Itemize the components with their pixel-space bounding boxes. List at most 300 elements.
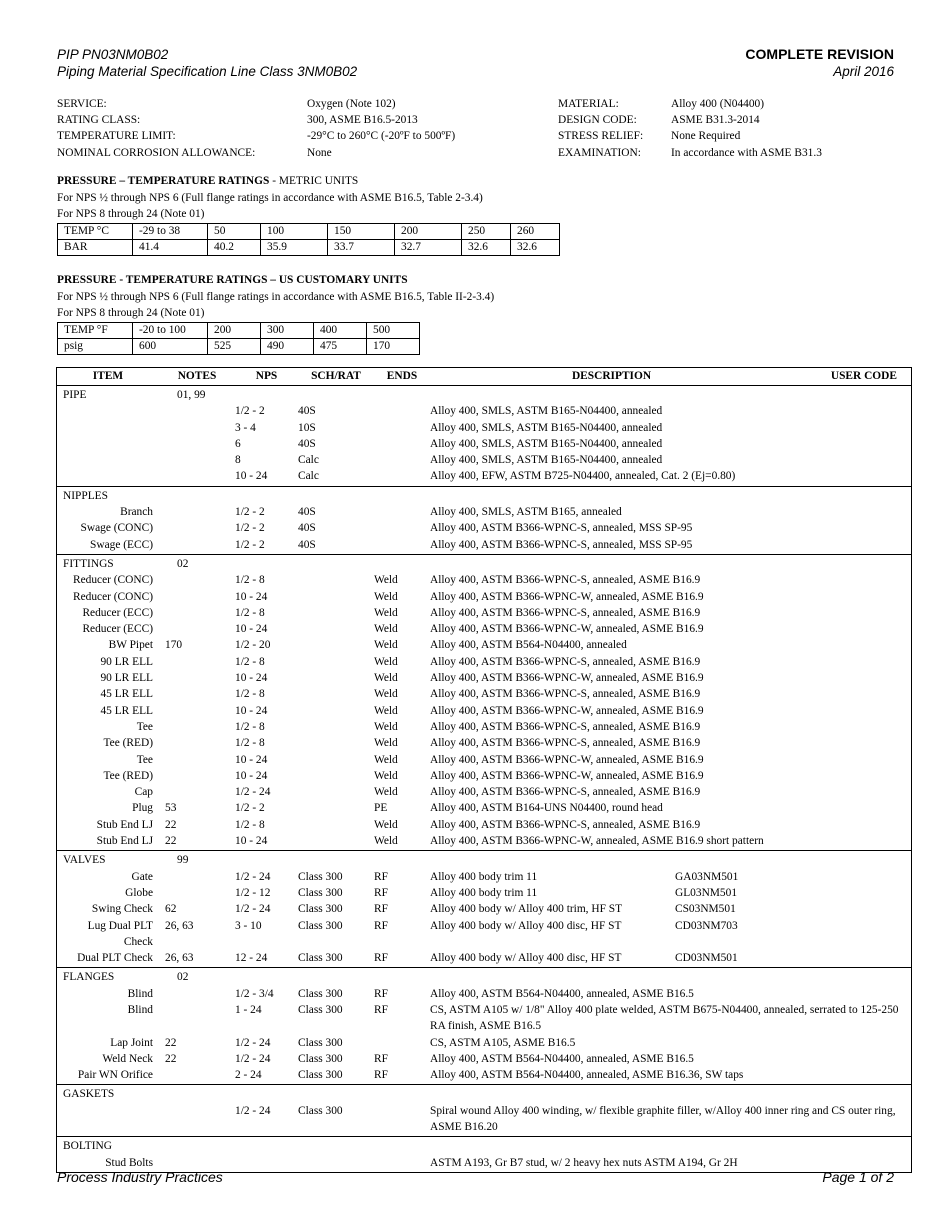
notes-cell [159,468,235,484]
revision-label: COMPLETE REVISION [745,46,894,62]
notes-cell [159,436,235,452]
description-cell: Alloy 400, ASTM B366-WPNC-S, annealed, ASME B16.9 [430,786,701,799]
table-row [57,817,911,833]
notes-cell: 22 [165,835,177,848]
group-nipples [57,487,911,555]
group-name: FITTINGS [63,557,114,570]
rating-cell: 32.7 [395,239,462,255]
ends-cell [374,420,430,436]
ends-cell: Weld [374,769,398,782]
material-table-header [57,368,911,386]
us-ratings-title: PRESSURE - TEMPERATURE RATINGS – US CUSTOMARY UNITS [57,274,408,286]
nps-cell: 1/2 - 24 [235,786,271,799]
description-cell: Alloy 400, ASTM B366-WPNC-S, annealed, ASME B16.9 [430,606,701,619]
rating-cell: 300 [261,322,314,338]
sch-cell: Class 300 [298,952,343,965]
group-name: NIPPLES [63,489,108,502]
sch-cell [298,589,374,605]
notes-cell [159,784,235,800]
item-cell: Stub End LJ [96,835,153,848]
notes-cell [159,537,235,553]
footer-publisher: Process Industry Practices [57,1169,223,1185]
rating-cell: psig [58,338,133,354]
table-row [57,1067,911,1083]
rating-cell: 32.6 [511,239,560,255]
description-cell: Alloy 400, ASTM B366-WPNC-W, annealed, ASME B16.9 [430,623,704,636]
service-field-label: NOMINAL CORROSION ALLOWANCE: [57,146,256,159]
item-cell: Tee (RED) [103,737,153,750]
item-cell [57,468,159,484]
sch-cell [298,637,374,653]
nps-cell: 10 - 24 [235,672,268,685]
nps-cell: 3 - 10 [235,919,262,932]
service-field [558,145,822,161]
ends-cell [374,1035,430,1051]
description-cell: Alloy 400, ASTM B366-WPNC-W, annealed, ASME B16.9 [430,753,704,766]
notes-cell [159,735,235,751]
group-header [57,1086,911,1102]
table-row [57,784,911,800]
table-row [57,833,911,849]
notes-cell: 26, 63 [165,919,194,932]
notes-cell [159,589,235,605]
ends-cell [374,468,430,484]
group-name: VALVES [63,854,106,867]
description-cell: Alloy 400, ASTM B366-WPNC-S, annealed, ASME B16.9 [430,818,701,831]
group-fittings [57,555,911,851]
description-cell: Alloy 400, SMLS, ASTM B165-N04400, annealed [430,437,663,450]
sch-cell: Class 300 [298,987,343,1000]
material-table [56,367,912,1173]
item-cell: Stud Bolts [105,1156,153,1169]
footer-page-number: Page 1 of 2 [822,1169,894,1185]
description-cell: Alloy 400, ASTM B164-UNS N04400, round head [430,802,663,815]
document-header [57,46,357,80]
nps-cell: 1/2 - 2 [235,506,265,519]
notes-cell [159,869,235,885]
table-row [57,452,911,468]
item-cell: Tee (RED) [103,769,153,782]
description-cell: Alloy 400 body w/ Alloy 400 disc, HF ST [430,919,622,932]
item-cell: Reducer (ECC) [82,623,153,636]
table-row [57,520,911,536]
nps-cell: 1/2 - 24 [235,870,271,883]
rating-cell: 50 [208,223,261,239]
sch-cell: 40S [298,538,316,551]
group-notes [171,488,247,504]
ends-cell: Weld [374,704,398,717]
description-cell: Alloy 400, ASTM B366-WPNC-S, annealed, ASME B16.9 [430,574,701,587]
col-ends: ENDS [386,370,418,382]
table-row [57,589,911,605]
sch-cell [298,654,374,670]
rating-cell: 260 [511,223,560,239]
sch-cell [298,670,374,686]
table-row [57,752,911,768]
item-cell: Swage (CONC) [80,522,153,535]
group-header [57,1138,911,1154]
service-field-value: -29°C to 260°C (-20ºF to 500ºF) [307,130,456,143]
table-row [57,637,911,653]
item-cell [57,420,159,436]
sch-cell [298,833,374,849]
description-cell: Alloy 400, SMLS, ASTM B165, annealed [430,506,622,519]
group-name: PIPE [63,389,87,401]
rating-cell: 400 [314,322,367,338]
table-row [57,1103,911,1136]
service-field-label: STRESS RELIEF: [558,130,644,143]
group-flanges [57,968,911,1085]
item-cell: Weld Neck [102,1052,153,1065]
table-row [57,1051,911,1067]
sch-cell: Class 300 [298,919,343,932]
sch-cell [298,1155,374,1171]
item-cell: Pair WN Orifice [77,1069,153,1082]
item-cell: Reducer (CONC) [72,590,153,603]
notes-cell [159,621,235,637]
table-row [57,572,911,588]
ends-cell: RF [374,987,388,1000]
ends-cell [374,452,430,468]
table-row [57,885,911,901]
description-cell: Alloy 400, ASTM B564-N04400, annealed, ASME B16.5 [430,1052,694,1065]
description-cell: Alloy 400 body w/ Alloy 400 trim, HF ST [430,903,623,916]
notes-cell: 53 [165,802,177,815]
group-name: GASKETS [63,1088,115,1101]
service-field [57,112,455,128]
sch-cell: Class 300 [298,886,343,899]
nps-cell: 1/2 - 20 [235,639,271,652]
group-header [57,969,911,985]
table-row [57,901,911,917]
ends-cell: RF [374,1069,388,1082]
service-field-value: In accordance with ASME B31.3 [671,146,822,159]
item-cell: Blind [127,1003,153,1016]
rating-cell: 200 [208,322,261,338]
description-cell: Alloy 400, ASTM B366-WPNC-W, annealed, ASME B16.9 short pattern [430,835,764,848]
ends-cell: Weld [374,574,398,587]
ends-cell: Weld [374,818,398,831]
col-sch: SCH/RAT [311,370,361,382]
metric-note-2: For NPS 8 through 24 (Note 01) [57,208,205,220]
group-notes: 01, 99 [177,389,206,401]
item-cell [57,403,159,419]
service-info-left [57,96,455,161]
sch-cell: Class 300 [298,1036,343,1049]
metric-note-1: For NPS ½ through NPS 6 (Full flange ratings in accordance with ASME B16.5, Table 2-3.4) [57,191,483,204]
ends-cell: Weld [374,737,398,750]
ends-cell [374,403,430,419]
material-groups [57,386,911,1172]
sch-cell [298,800,374,816]
item-cell: Lug Dual PLT Check [87,919,153,948]
item-cell: Stub End LJ [96,818,153,831]
sch-cell [298,768,374,784]
notes-cell [159,703,235,719]
description-cell: Alloy 400, ASTM B366-WPNC-S, annealed, ASME B16.9 [430,655,701,668]
service-field [558,112,822,128]
col-nps: NPS [255,370,278,382]
description-cell: Alloy 400, ASTM B366-WPNC-S, annealed, ASME B16.9 [430,688,701,701]
description-cell: Alloy 400 body trim 11 [430,870,538,883]
table-row [57,869,911,885]
ends-cell [374,1155,430,1171]
item-cell: 90 LR ELL [100,672,153,685]
description-cell: Alloy 400, ASTM B366-WPNC-W, annealed, ASME B16.9 [430,672,704,685]
notes-cell [159,452,235,468]
metric-temp-row [58,223,560,239]
nps-cell: 1/2 - 2 [235,538,265,551]
metric-ratings-table [57,223,560,256]
metric-ratings-section [57,173,560,256]
nps-cell: 8 [235,454,241,467]
rating-cell: TEMP °C [58,223,133,239]
sch-cell [298,719,374,735]
nps-cell: 1/2 - 8 [235,688,265,701]
item-cell [57,436,159,452]
group-header [57,852,911,868]
nps-cell: 10 - 24 [235,590,268,603]
group-notes: 99 [177,854,189,867]
sch-cell: Calc [298,470,319,483]
description-cell: Alloy 400 body trim 11 [430,886,538,899]
table-row [57,420,911,436]
nps-cell: 1/2 - 24 [235,1036,271,1049]
rating-cell: 33.7 [328,239,395,255]
notes-cell: 26, 63 [165,952,194,965]
service-info-right [558,96,822,161]
group-gaskets [57,1085,911,1137]
notes-cell [159,986,235,1002]
ends-cell: RF [374,903,388,916]
notes-cell [159,1067,235,1083]
description-cell: Alloy 400, ASTM B564-N04400, annealed [430,639,627,652]
ends-cell: Weld [374,786,398,799]
description-cell: CS, ASTM A105 w/ 1/8" Alloy 400 plate welded, ASTM B675-N04400, annealed, serrated to 125-250 RA finish, ASME B16.5 [430,1003,899,1033]
us-ratings-section [57,272,494,355]
description-cell: ASTM A193, Gr B7 stud, w/ 2 heavy hex nuts ASTM A194, Gr 2H [430,1156,738,1169]
sch-cell: 40S [298,437,316,450]
sch-cell: Class 300 [298,903,343,916]
metric-ratings-title: PRESSURE – TEMPERATURE RATINGS - METRIC UNITS [57,175,359,187]
user-code-cell: CD03NM703 [675,919,738,932]
item-cell: Lap Joint [110,1036,153,1049]
nps-cell: 1/2 - 24 [235,1052,271,1065]
rating-cell: 32.6 [462,239,511,255]
rating-cell: 40.2 [208,239,261,255]
col-item: ITEM [92,370,124,382]
nps-cell: 1/2 - 2 [235,522,265,535]
notes-cell [159,885,235,901]
table-row [57,986,911,1002]
sch-cell: Class 300 [298,870,343,883]
ends-cell: RF [374,952,388,965]
sch-cell: Class 300 [298,1104,343,1117]
rating-cell: 150 [328,223,395,239]
description-cell: Alloy 400, SMLS, ASTM B165-N04400, annealed [430,421,663,434]
notes-cell: 170 [165,639,183,652]
table-row [57,719,911,735]
rating-cell: 500 [367,322,420,338]
ends-cell [374,1103,430,1136]
table-row [57,621,911,637]
notes-cell [159,686,235,702]
ends-cell: RF [374,870,388,883]
table-row [57,918,911,951]
nps-cell: 2 - 24 [235,1069,262,1082]
item-cell: 45 LR ELL [100,704,153,717]
notes-cell [159,768,235,784]
service-field [57,145,455,161]
sch-cell: Class 300 [298,1003,343,1016]
us-note-2: For NPS 8 through 24 (Note 01) [57,307,205,319]
nps-cell: 1/2 - 8 [235,574,265,587]
rating-cell: BAR [58,239,133,255]
item-cell: Swage (ECC) [90,538,153,551]
service-field [558,96,822,112]
notes-cell [159,752,235,768]
user-code-cell: CS03NM501 [675,903,736,916]
service-field-label: RATING CLASS: [57,114,141,127]
group-valves [57,851,911,968]
nps-cell: 10 - 24 [235,835,268,848]
sch-cell [298,752,374,768]
doc-title: Piping Material Specification Line Class 3NM0B02 [57,64,358,79]
table-row [57,468,911,484]
description-cell: Alloy 400, SMLS, ASTM B165-N04400, annealed [430,454,663,467]
group-name: BOLTING [63,1140,112,1153]
us-temp-row [58,322,420,338]
group-header [57,556,911,572]
sch-cell [298,605,374,621]
nps-cell: 1/2 - 24 [235,1104,271,1117]
service-field-value: None Required [671,130,741,143]
metric-pressure-row [58,239,560,255]
us-pressure-row [58,338,420,354]
group-bolting [57,1137,911,1172]
rating-cell: TEMP °F [58,322,133,338]
col-description: DESCRIPTION [571,370,652,382]
nps-cell: 10 - 24 [235,704,268,717]
nps-cell: 1 - 24 [235,1003,262,1016]
nps-cell: 1/2 - 8 [235,818,265,831]
service-field-value: Alloy 400 (N04400) [671,98,765,110]
ends-cell: Weld [374,590,398,603]
service-field-value: 300, ASME B16.5-2013 [307,114,418,127]
description-cell: Alloy 400, ASTM B366-WPNC-S, annealed, ASME B16.9 [430,720,701,733]
table-row [57,768,911,784]
us-ratings-table [57,322,420,355]
ends-cell: Weld [374,606,398,619]
ends-cell [374,537,430,553]
sch-cell: 40S [298,522,316,535]
description-cell: Alloy 400, SMLS, ASTM B165-N04400, annealed [430,405,663,418]
col-user-code: USER CODE [830,370,897,382]
table-row [57,605,911,621]
ends-cell: Weld [374,623,398,636]
user-code-cell: GL03NM501 [675,886,738,899]
nps-cell: 1/2 - 8 [235,606,265,619]
nps-cell: 3 - 4 [235,421,256,434]
notes-cell [159,670,235,686]
service-field-label: EXAMINATION: [558,146,641,159]
nps-cell: 1/2 - 12 [235,886,271,899]
sch-cell [298,621,374,637]
table-row [57,537,911,553]
doc-id: PIP PN03NM0B02 [57,47,169,62]
ends-cell: Weld [374,835,398,848]
revision-date: April 2016 [833,64,894,79]
nps-cell: 6 [235,437,241,450]
nps-cell: 1/2 - 8 [235,737,265,750]
service-field-label: TEMPERATURE LIMIT: [57,130,176,143]
notes-cell [159,1002,235,1035]
group-header [57,488,911,504]
item-cell: Reducer (CONC) [72,574,153,587]
item-cell: Cap [134,786,153,799]
service-field-label: MATERIAL: [558,98,619,110]
item-cell: BW Pipet [108,639,153,652]
sch-cell [298,817,374,833]
rating-cell: 490 [261,338,314,354]
nps-cell: 1/2 - 2 [235,405,265,418]
table-row [57,703,911,719]
item-cell [57,1103,159,1136]
rating-cell: 41.4 [133,239,208,255]
group-notes [171,1138,247,1154]
notes-cell [159,504,235,520]
notes-cell [159,572,235,588]
service-field-value: Oxygen (Note 102) [307,98,396,110]
ends-cell: Weld [374,639,398,652]
rating-cell: 100 [261,223,328,239]
group-name: FLANGES [63,971,115,984]
ends-cell: Weld [374,720,398,733]
group-header [57,387,911,403]
notes-cell [159,520,235,536]
rating-cell: 525 [208,338,261,354]
ends-cell [374,504,430,520]
rating-cell: 170 [367,338,420,354]
notes-cell [159,403,235,419]
nps-cell: 10 - 24 [235,623,268,636]
table-row [57,686,911,702]
sch-cell [298,703,374,719]
table-row [57,1035,911,1051]
sch-cell: Class 300 [298,1069,343,1082]
us-note-1: For NPS ½ through NPS 6 (Full flange ratings in accordance with ASME B16.5, Table II-2-3.4) [57,290,495,303]
description-cell: Alloy 400, ASTM B366-WPNC-S, annealed, MSS SP-95 [430,522,693,535]
col-notes: NOTES [177,370,217,382]
ends-cell: RF [374,1003,388,1016]
service-field [57,96,455,112]
item-cell: Tee [136,720,153,733]
ends-cell: Weld [374,655,398,668]
nps-cell: 1/2 - 3/4 [235,987,274,1000]
item-cell: 90 LR ELL [100,655,153,668]
description-cell: Spiral wound Alloy 400 winding, w/ flexible graphite filler, w/Alloy 400 inner ring and CS outer ring, ASME B16.20 [430,1104,896,1134]
description-cell: Alloy 400, ASTM B564-N04400, annealed, ASME B16.36, SW taps [430,1069,744,1082]
ends-cell: RF [374,919,388,932]
item-cell: Blind [127,987,153,1000]
notes-cell: 22 [165,1052,177,1065]
notes-cell: 62 [165,903,177,916]
notes-cell [159,605,235,621]
table-row [57,436,911,452]
sch-cell: Class 300 [298,1052,343,1065]
rating-cell: -29 to 38 [133,223,208,239]
description-cell: Alloy 400, ASTM B564-N04400, annealed, ASME B16.5 [430,987,694,1000]
